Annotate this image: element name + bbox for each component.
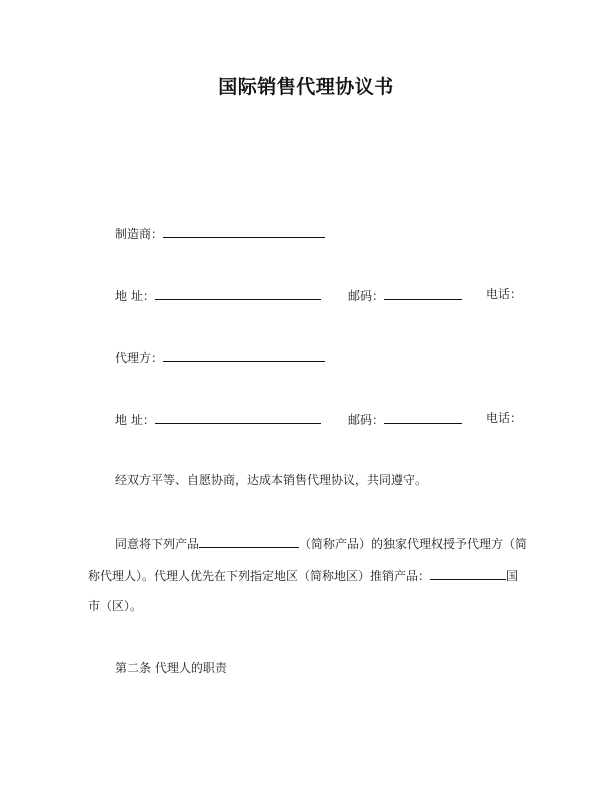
agent-label: 代理方： xyxy=(115,351,164,365)
intro-paragraph: 经双方平等、自愿协商，达成本销售代理协议，共同遵守。 xyxy=(115,473,428,487)
postcode-label: 邮码： xyxy=(348,289,385,303)
postcode-blank[interactable] xyxy=(384,410,462,424)
manufacturer-blank[interactable] xyxy=(163,224,325,238)
address-blank[interactable] xyxy=(155,286,321,300)
postcode-label: 邮码： xyxy=(348,413,385,427)
manufacturer-label: 制造商： xyxy=(115,227,164,241)
country-blank[interactable] xyxy=(430,566,506,580)
clause-line-3: 市（区）。 xyxy=(88,599,143,613)
agent-address-row xyxy=(115,410,321,428)
agent-row xyxy=(115,348,325,366)
clause-line-1 xyxy=(115,534,527,552)
phone-label: 电话： xyxy=(486,411,523,425)
manufacturer-postcode-row xyxy=(348,286,462,304)
postcode-blank[interactable] xyxy=(384,286,462,300)
phone-label: 电话： xyxy=(486,287,523,301)
clause-text: 称代理人）。代理人优先在下列指定地区（简称地区）推销产品： xyxy=(88,569,431,583)
product-blank[interactable] xyxy=(199,534,299,548)
manufacturer-address-row xyxy=(115,286,321,304)
address-label: 地 址： xyxy=(115,289,155,303)
document-title: 国际销售代理协议书 xyxy=(218,76,394,98)
clause-text: 同意将下列产品 xyxy=(115,537,200,551)
clause-line-2 xyxy=(88,566,518,584)
clause-text: （简称产品）的独家代理权授予代理方（简 xyxy=(299,537,528,551)
agent-blank[interactable] xyxy=(163,348,325,362)
address-blank[interactable] xyxy=(155,410,321,424)
manufacturer-phone-row xyxy=(486,286,522,302)
agent-postcode-row xyxy=(348,410,462,428)
article-2-heading: 第二条 代理人的职责 xyxy=(115,661,227,675)
clause-text: 国 xyxy=(506,569,519,583)
manufacturer-row xyxy=(115,224,325,242)
address-label: 地 址： xyxy=(115,413,155,427)
agent-phone-row xyxy=(486,410,522,426)
